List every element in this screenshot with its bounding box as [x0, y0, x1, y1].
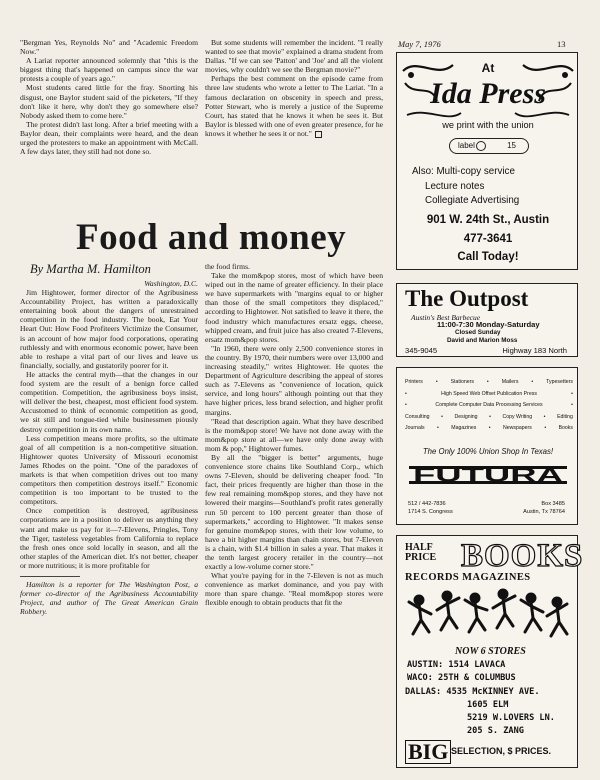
outpost-ad: [396, 283, 578, 357]
service-item: Designing: [454, 413, 478, 420]
half-price-books-ad: [396, 535, 584, 768]
ad-highway: Highway 183 North: [502, 346, 567, 355]
service-item: Books: [558, 425, 573, 432]
headline: Food and money: [76, 217, 347, 258]
futura-logo-text: FUTURA: [413, 465, 564, 486]
ad-records: RECORDS MAGAZINES: [405, 572, 531, 583]
futura-logo: [409, 464, 567, 486]
paragraph: Once competition is destroyed, agribusiness corporations are in a position to deliver us anything they want and make us pay for it—7-Elevens, Pringles, Tony the Tiger, tasteless vegetables from California to replace the fresh ones once sold locally in season, and all the other staples of the American diet. It's not better, cheaper or more nutritious; it is more profitable for: [20, 506, 198, 570]
service-item: Printers: [405, 379, 423, 385]
service-list: [405, 377, 573, 435]
ad-location: WACO: 25TH & COLUMBUS: [407, 673, 516, 683]
ad-street: 1714 S. Congress: [408, 509, 453, 515]
ad-now: NOW 6 STORES: [455, 646, 526, 657]
ad-location: 5219 W.LOVERS LN.: [467, 713, 555, 723]
paragraph: the food firms.: [205, 262, 250, 271]
ad-tagline: we print with the union: [442, 120, 534, 130]
ad-name: Ida Press: [430, 77, 546, 110]
paragraph: The protest didn't last long. After a brief meeting with a Baylor dean, their complaints were heard, and the dean urged the protesters to make an appointment with McCall. A few days later, they still had not done so.: [20, 119, 198, 157]
article-column-2: [205, 262, 383, 608]
service-item: Stationers: [450, 379, 474, 385]
article-column-1: [20, 279, 198, 616]
ad-city: Austin, Tx 78764: [523, 509, 565, 515]
dateline: Washington, D.C.: [144, 279, 198, 288]
page-number: 13: [557, 39, 566, 49]
paragraph: Jim Hightower, former director of the Agribusiness Accountability Project, has written a paradoxically entertaining book about the dangers of unrestrained competition in the food industry. The book, Eat Your Heart Out: How Food Profiteers Victimize the Consumer, is an account of how major food corporations, operating ruthlessly and with enormous economic power, have been able to reshape a vital part of our lives and leave us financially, socially, and gustatorily poorer for it.: [20, 288, 198, 370]
futura-ad: [396, 367, 578, 525]
service-row: Journals • Magazines • Newspapers • Books: [405, 423, 573, 435]
ad-closed: Closed Sunday: [455, 329, 501, 336]
ad-subtitle: Austin's Best Barbecue: [411, 313, 481, 322]
ad-phone: 345-9045: [405, 346, 438, 355]
end-mark-icon: [315, 131, 322, 138]
paragraph: A Lariat reporter announced solemnly that "this is the biggest thing that's happened on campus since the war protests a couple of years ago.": [20, 56, 198, 84]
byline: By Martha M. Hamilton: [30, 262, 151, 276]
service-item: High Speed Web Offset Publication Press: [441, 390, 537, 397]
ad-price: PRICE: [405, 552, 437, 563]
service-row: • Complete Computer Data Processing Services •: [405, 400, 573, 412]
paragraph: He attacks the central myth—that the changes in our food system are the result of a benign force called competition. Competition, the agribusiness boys insist, will deliver the best, cheapest, most efficient food system. Accustomed to think of economic competition as good, we sit still and tongue-tied while businessmen piously destroy competition in its own name.: [20, 369, 198, 434]
union-label: [449, 138, 529, 154]
paragraph: But some students will remember the incident. "I really wanted to see that movie" explained a drama student from Dallas. "If we can see 'Patton' and 'Joe' and all the violent movies, why couldn't we see the Bergman movie?": [205, 38, 383, 75]
service-item: Editing: [557, 413, 573, 420]
ad-address: 901 W. 24th St., Austin: [426, 214, 550, 226]
service-item: Typesetters: [546, 379, 573, 385]
paragraph: [205, 74, 383, 138]
paragraph: Most students cared little for the fray. Snorting his disgust, one Baylor student said of the picketers, "If they don't like it here, why don't they go somewhere else? Nobody asked them to come here.": [20, 83, 198, 120]
paragraph: What you're paying for in the 7-Eleven is not as much convenience as market dominance, and you pay with more than spare change. "Real mom&pop stores were flexible enough to obtain products that fit the: [205, 571, 383, 608]
ad-location: AUSTIN: 1514 LAVACA: [407, 660, 506, 670]
ida-press-ad: [396, 52, 578, 270]
page-date: May 7, 1976: [398, 39, 441, 49]
paragraph: Less competition means more profits, so the ultimate goal of all competition is a non-competitive situation. Hightower quotes University of Missouri economist James Rhodes on the point. "One of the paradoxes of markets is that when competition drives out too many competitors then competition destroys itself." Economic competition is too important to be trusted to the competitors.: [20, 433, 198, 507]
service-item: Consulting: [405, 413, 430, 420]
paragraph: "In 1960, there were only 2,500 convenience stores in the country. By 1970, their numbers were over 13,000 and increasing steadily," writes Hightower. He quotes the Department of Agriculture describing the appeal of stores such as 7-Elevens as "convenience of location, quick service, and long hours" although pointing out that they have higher prices, less brand selection, and higher profit margins.: [205, 343, 383, 417]
ad-half: HALF: [405, 542, 433, 553]
top-story-column-1: [20, 38, 198, 156]
service-item: Newspapers: [503, 425, 532, 432]
service-row: Consulting • Designing • Copy Writing • Editing: [405, 412, 573, 424]
service-item: Magazines: [451, 425, 477, 432]
ad-also: Also: Multi-copy service: [412, 166, 515, 177]
ad-books: BOOKS: [461, 538, 584, 574]
service-row: • High Speed Web Offset Publication Press •: [405, 389, 573, 401]
ad-phone: 477-3641: [463, 233, 513, 245]
service-item: Complete Computer Data Processing Services: [435, 402, 543, 409]
ad-box: Box 3485: [541, 501, 565, 507]
ad-location: DALLAS: 4535 McKINNEY AVE.: [405, 687, 540, 697]
ad-tagline: The Only 100% Union Shop In Texas!: [422, 447, 554, 456]
ad-selection: SELECTION, $ PRICES.: [451, 746, 552, 756]
service-item: Mailers: [501, 379, 519, 385]
label-word: label: [458, 141, 475, 150]
service-row: Printers • Stationers • Mailers • Typesetters: [405, 377, 573, 389]
ad-location: 1605 ELM: [467, 700, 509, 710]
author-bio: Hamilton is a reporter for The Washington Post, a former co-director of the Agribusiness Accountability Project, and author of The Great American Grain Robbery.: [20, 580, 198, 617]
paragraph: "Bergman Yes, Reynolds No" and "Academic Freedom Now.": [20, 38, 198, 57]
paragraph-text: Perhaps the best comment on the episode came from three law students who wrote a letter to The Lariat. "In a famous declaration on obscenity in speech and press, Potter Stewart, who is merely a justice of the Supreme Court, has stated that he knows it when he sees it. But Baylor is blessed with one of even greater presence, for he knows it whether he sees it or not.": [205, 74, 383, 138]
ad-service: Lecture notes: [425, 181, 485, 192]
ad-big: BIG: [405, 740, 451, 764]
ad-owners: David and Marion Moss: [447, 337, 518, 344]
dancing-figures-icon: [407, 586, 569, 644]
ad-cta: Call Today!: [457, 251, 519, 263]
service-item: Copy Writing: [502, 413, 533, 420]
ad-service: Collegiate Advertising: [425, 195, 520, 206]
paragraph: "Read that description again. What they have described is the mom&pop store! We have not done away with the mom&pop store at all—we have only done away with mom & pop," Hightower fumes.: [205, 416, 383, 453]
ad-name: The Outpost: [405, 286, 529, 311]
union-bug-icon: [476, 141, 486, 151]
ad-location: 205 S. ZANG: [467, 726, 524, 736]
ad-at: At: [481, 61, 495, 75]
service-item: Journals: [405, 425, 425, 432]
ad-phone: 512 / 442-7836: [408, 501, 446, 507]
top-story-column-2: [205, 38, 383, 138]
paragraph: By all the "bigger is better" arguments, huge convenience store chains like Southland Corp., which owns 7-Eleven, should be delivering cheaper food. "In fact, their prices frequently are higher than those in the few real remaining mom&pop stores, and they have not lowered their margins—Southland's profit rates generally run 50 percent to 100 percent greater than those of supermarkets," according to Hightower. "It makes sense for genuine mom&pop stores, with their low volume, to have a bit higher margins than chain stores, but 7-Eleven is a chain, with $1.4 billion in sales a year. That makes it the tenth largest grocery retailer in the country—not exactly a low-volume corner store.": [205, 452, 383, 572]
ad-hours: 11:00-7:30 Monday-Saturday: [437, 320, 540, 329]
paragraph: Take the mom&pop stores, most of which have been wiped out in the name of greater efficiency. In their place we have supermarkets with "margins equal to or higher than those of the small competitors they displaced," according to Hightower. Not satisfied to leave it there, the food industry which manufactures ersatz eggs, cheese, whipped cream, and fruit juice has also created 7-Elevens, ersatz mom&pop stores.: [205, 271, 383, 344]
label-number: 15: [507, 141, 516, 150]
divider: [20, 576, 80, 577]
